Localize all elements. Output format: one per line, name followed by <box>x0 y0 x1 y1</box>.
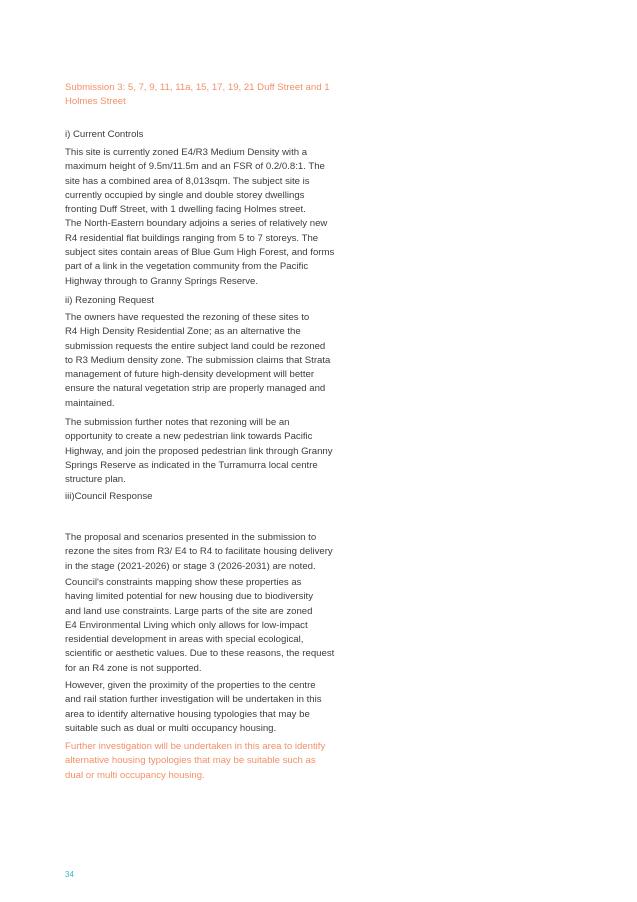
title-line: Holmes Street <box>65 96 126 108</box>
paragraph-line: fronting Duff Street, with 1 dwelling facing Holmes street. <box>65 204 306 216</box>
paragraph-line: Highway through to Granny Springs Reserve. <box>65 275 259 287</box>
paragraph <box>65 531 333 574</box>
paragraph-line: E4 Environmental Living which only allows for low-impact <box>65 619 308 631</box>
paragraph-line: part of a link in the vegetation community from the Pacific <box>65 261 309 273</box>
paragraph-line: site has a combined area of 8,013sqm. The subject site is <box>65 175 310 187</box>
paragraph-line: structure plan. <box>65 474 126 486</box>
paragraph-line: The owners have requested the rezoning of these sites to <box>65 312 310 323</box>
paragraph-line: R4 residential flat buildings ranging from 5 to 7 storeys. The <box>65 232 319 244</box>
paragraph <box>65 146 334 289</box>
conclusion <box>65 740 325 783</box>
paragraph-line: maximum height of 9.5m/11.5m and an FSR of 0.2/0.8:1. The <box>65 161 325 173</box>
paragraph-line: area to identify alternative housing typologies that may be <box>65 708 310 720</box>
paragraph-line: The North-Eastern boundary adjoins a series of relatively new <box>65 218 328 230</box>
paragraph <box>65 311 330 411</box>
paragraph-line: in the stage (2021-2026) or stage 3 (2026-2031) are noted. <box>65 560 316 572</box>
paragraph-line: maintained. <box>65 397 115 409</box>
paragraph-line: opportunity to create a new pedestrian link towards Pacific <box>65 431 313 443</box>
section-heading: i) Current Controls <box>65 129 144 140</box>
paragraph-line: However, given the proximity of the properties to the centre <box>65 680 316 691</box>
paragraph <box>65 416 333 487</box>
section-heading: iii)Council Response <box>65 491 153 502</box>
conclusion-line: Further investigation will be undertaken in this area to identify <box>65 741 326 752</box>
paragraph-line: subject sites contain areas of Blue Gum High Forest, and forms <box>65 247 335 259</box>
section-heading: ii) Rezoning Request <box>65 295 155 306</box>
paragraph-line: ensure the natural vegetation strip are properly managed and <box>65 383 326 395</box>
paragraph-line: residential development in areas with special ecological, <box>65 634 304 646</box>
paragraph-line: This site is currently zoned E4/R3 Medium Density with a <box>65 147 308 158</box>
paragraph-line: submission requests the entire subject land could be rezoned <box>65 340 326 352</box>
paragraph-line: and rail station further investigation will be undertaken in this <box>65 694 322 706</box>
paragraph-line: Highway, and join the proposed pedestrian link through Granny <box>65 445 333 457</box>
paragraph-line: R4 High Density Residential Zone; as an alternative the <box>65 326 301 338</box>
paragraph-line: Springs Reserve as indicated in the Turramurra local centre <box>65 459 318 471</box>
page-number: 34 <box>65 870 74 879</box>
paragraph-line: scientific or aesthetic values. Due to these reasons, the request <box>65 648 335 660</box>
title-line: Submission 3: 5, 7, 9, 11, 11a, 15, 17, 19, 21 Duff Street and 1 <box>65 82 330 93</box>
conclusion-line: alternative housing typologies that may be suitable such as <box>65 755 316 767</box>
paragraph-line: to R3 Medium density zone. The submission claims that Strata <box>65 354 331 366</box>
paragraph-line: suitable such as dual or multi occupancy housing. <box>65 722 277 734</box>
paragraph-line: for an R4 zone is not supported. <box>65 662 202 674</box>
paragraph-line: The submission further notes that rezoning will be an <box>65 417 290 428</box>
paragraph-line: The proposal and scenarios presented in the submission to <box>65 532 317 543</box>
submission-title <box>65 81 330 110</box>
paragraph-line: Council's constraints mapping show these properties as <box>65 577 302 588</box>
paragraph-line: management of future high-density development will better <box>65 369 315 381</box>
conclusion-line: dual or multi occupancy housing. <box>65 769 205 781</box>
paragraph <box>65 679 322 736</box>
paragraph-line: rezone the sites from R3/ E4 to R4 to facilitate housing delivery <box>65 546 333 558</box>
paragraph <box>65 576 334 676</box>
paragraph-line: having limited potential for new housing due to biodiversity <box>65 591 313 603</box>
paragraph-line: currently occupied by single and double storey dwellings <box>65 189 305 201</box>
paragraph-line: and land use constraints. Large parts of the site are zoned <box>65 605 313 617</box>
